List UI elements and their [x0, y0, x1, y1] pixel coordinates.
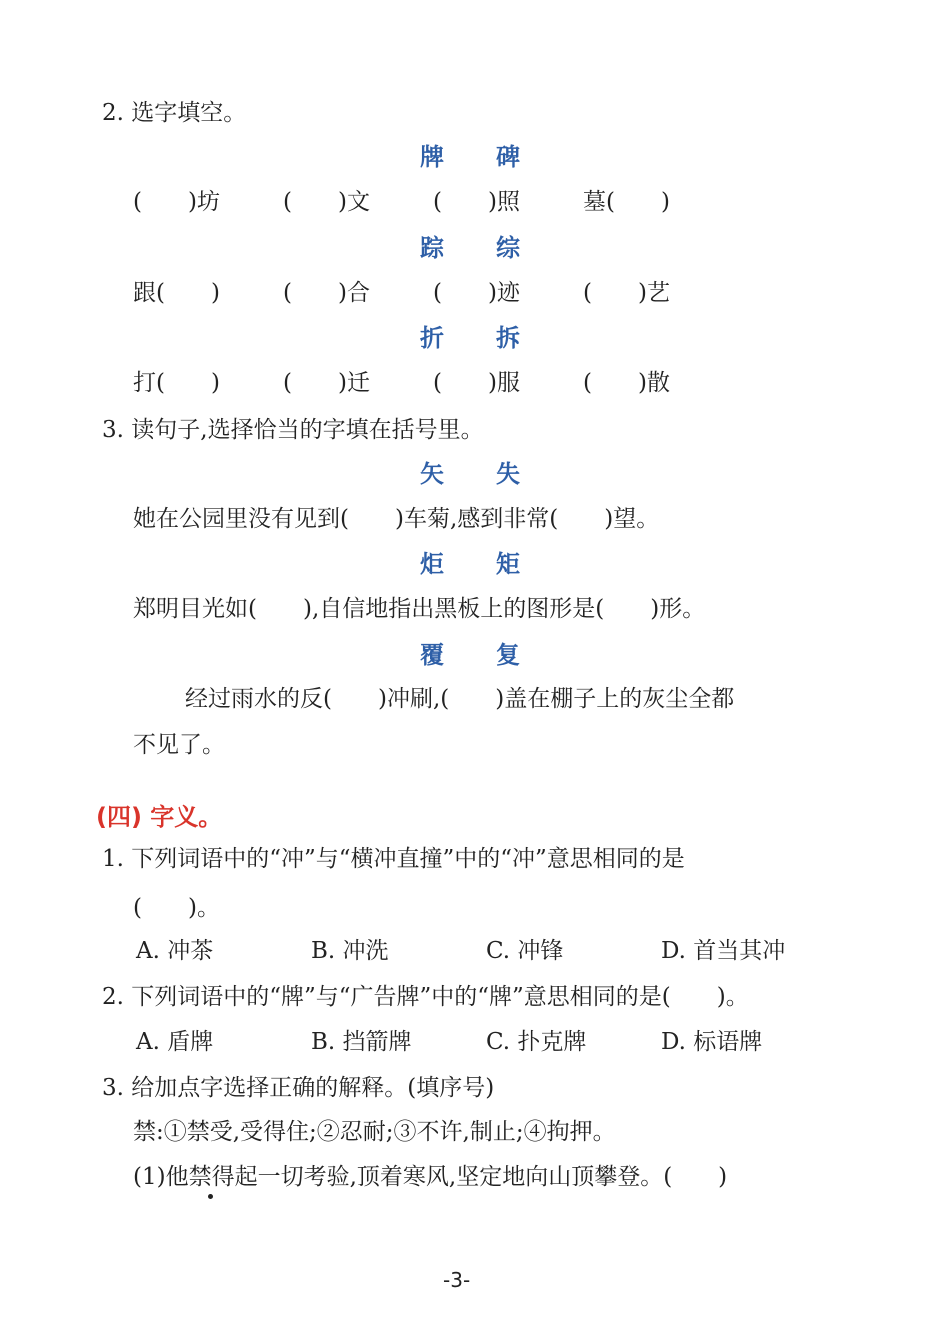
section-4-title: (四) 字义。: [96, 803, 223, 831]
q3-group3-char-b: 复: [496, 641, 520, 669]
s4-q1-option[interactable]: A. 冲茶: [136, 938, 214, 964]
emphasis-dot: [208, 1194, 213, 1199]
s4-q2-option[interactable]: A. 盾牌: [136, 1029, 214, 1055]
s4-q2-option[interactable]: D. 标语牌: [661, 1029, 763, 1055]
q3-group2-char-a: 炬: [420, 550, 444, 578]
q2-group1-item[interactable]: ( )文: [283, 189, 370, 215]
q2-group2-item[interactable]: ( )迹: [433, 280, 520, 306]
s4-q1-option[interactable]: C. 冲锋: [486, 938, 564, 964]
s4-q3-definition: 禁:①禁受,受得住;②忍耐;③不许,制止;④拘押。: [133, 1119, 616, 1145]
s4-q3-item1[interactable]: (1)他禁得起一切考验,顶着寒风,坚定地向山顶攀登。( ): [133, 1164, 728, 1190]
s4-q1-stem-line1: 1. 下列词语中的“冲”与“横冲直撞”中的“冲”意思相同的是: [102, 846, 685, 872]
s4-q2-option[interactable]: B. 挡箭牌: [311, 1029, 412, 1055]
q2-group1-item[interactable]: 墓( ): [583, 189, 670, 215]
q3-sentence-1[interactable]: 她在公园里没有见到( )车菊,感到非常( )望。: [133, 506, 660, 532]
q2-group2-item[interactable]: ( )合: [283, 280, 370, 306]
s4-q3-stem: 3. 给加点字选择正确的解释。(填序号): [102, 1075, 495, 1101]
q3-sentence-3-line2: 不见了。: [133, 732, 225, 758]
q2-group1-item[interactable]: ( )坊: [133, 189, 220, 215]
q2-group2-char-b: 综: [496, 234, 520, 262]
q2-group2-item[interactable]: ( )艺: [583, 280, 670, 306]
q3-sentence-2[interactable]: 郑明目光如( ),自信地指出黑板上的图形是( )形。: [133, 596, 706, 622]
q2-group2-char-a: 踪: [420, 234, 444, 262]
q3-group1-char-b: 失: [496, 460, 520, 488]
q3-sentence-3-line1[interactable]: 经过雨水的反( )冲刷,( )盖在棚子上的灰尘全都: [185, 686, 735, 712]
s4-q1-option[interactable]: D. 首当其冲: [661, 938, 786, 964]
q2-group3-item[interactable]: ( )迁: [283, 370, 370, 396]
q2-group1-char-a: 牌: [420, 143, 444, 171]
q2-group3-item[interactable]: 打( ): [133, 370, 220, 396]
s4-q2-stem[interactable]: 2. 下列词语中的“牌”与“广告牌”中的“牌”意思相同的是( )。: [102, 984, 749, 1010]
q2-title: 2. 选字填空。: [102, 100, 247, 126]
s4-q1-stem-line2[interactable]: ( )。: [133, 895, 220, 921]
q2-group2-item[interactable]: 跟( ): [133, 280, 220, 306]
s4-q1-option[interactable]: B. 冲洗: [311, 938, 389, 964]
q2-group3-char-b: 拆: [496, 324, 520, 352]
q2-group1-item[interactable]: ( )照: [433, 189, 520, 215]
q2-group3-item[interactable]: ( )服: [433, 370, 520, 396]
q3-group1-char-a: 矢: [420, 460, 444, 488]
q2-group1-char-b: 碑: [496, 143, 520, 171]
q3-group2-char-b: 矩: [496, 550, 520, 578]
s4-q2-option[interactable]: C. 扑克牌: [486, 1029, 587, 1055]
page-number: -3-: [443, 1268, 471, 1292]
q2-group3-char-a: 折: [420, 324, 444, 352]
q3-group3-char-a: 覆: [420, 641, 444, 669]
q2-group3-item[interactable]: ( )散: [583, 370, 670, 396]
q3-title: 3. 读句子,选择恰当的字填在括号里。: [102, 417, 484, 443]
